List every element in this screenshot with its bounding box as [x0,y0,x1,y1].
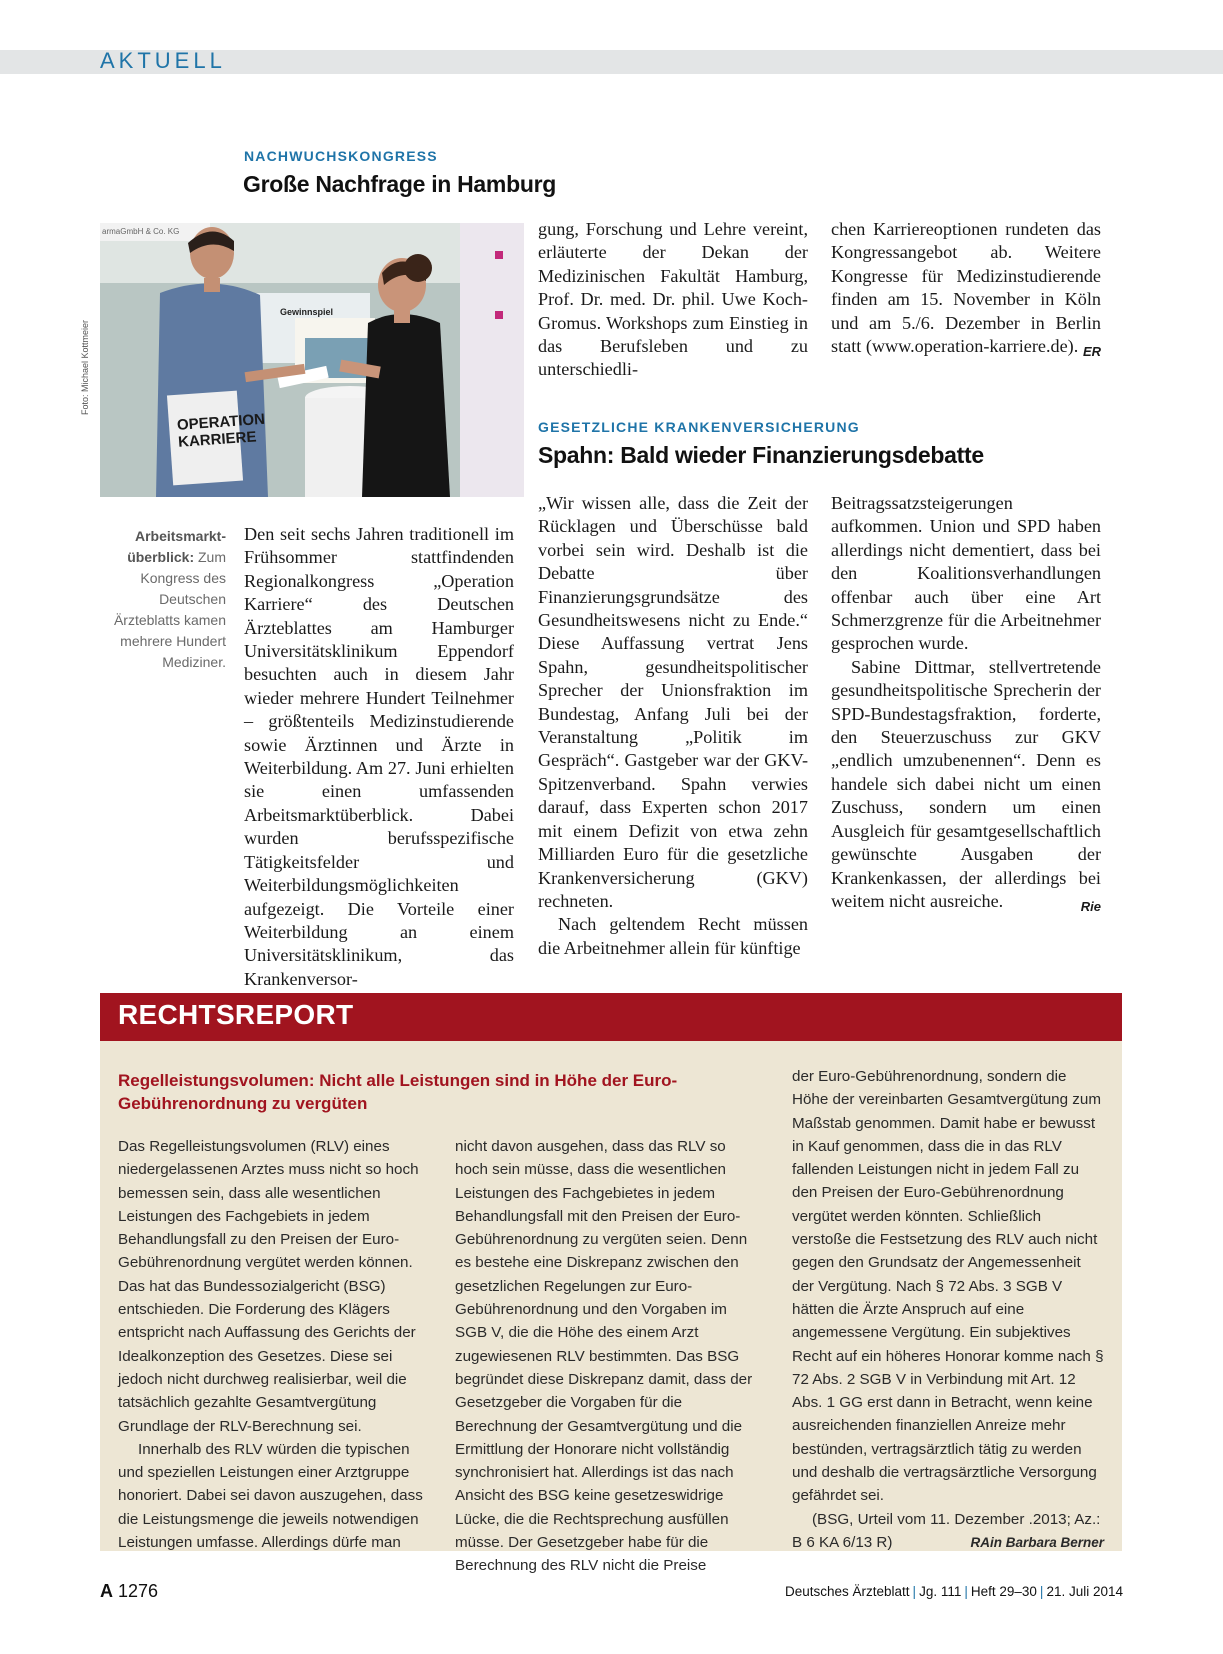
rechtsreport-signature: RAin Barbara Berner [970,1534,1104,1550]
article2-col2-p1: Beitragssatzsteigerungen aufkommen. Union und SPD haben allerdings nicht dementiert, dass bei den Koalitionsverhandlungen offenbar auch über eine Art Schmerzgrenze für die Arbeitnehmer gesprochen wurde. [831,493,1101,654]
rechtsreport-col3-p2: (BSG, Urteil vom 11. Dezember .2013; Az.: B 6 KA 6/13 R) [792,1510,1101,1551]
photo-sign-text: Gewinnspiel [280,307,334,317]
footer-volume: Jg. 111 [919,1584,962,1599]
photo-banner-text: armaGmbH & Co. KG [102,227,180,236]
article1-col2-text: gung, Forschung und Lehre vereint, erläuterte der Dekan der Medizinischen Fakultät Hamburg, Prof. Dr. med. Dr. phil. Uwe Koch-Gromus. Workshops zum Einstieg in das Berufsleben und zu unterschiedli- [538,219,808,380]
article1-col1-text: Den seit sechs Jahren traditionell im Frühsommer stattfindenden Regionalkongress „Operation Karriere“ des Deutschen Ärzteblattes am Hamburger Universitätsklinikum Eppendorf besuchten auch in diesem Jahr wieder mehrere Hundert Teilnehmer – größtenteils Medizinstudierende sowie Ärztinnen und Ärzte in Weiterbildung. Am 27. Juni erhielten sie einen umfassenden Arbeitsmarktüberblick. Dabei wurden berufsspezifische Tätigkeitsfelder und Weiterbildungsmöglichkeiten aufgezeigt. Die Vorteile einer Weiterbildung an einem Universitätsklinikum, das Krankenversor- [244,524,514,989]
photo-bag-text-2: KARRIERE [177,428,257,451]
article2-signature: Rie [1080,898,1101,914]
rechtsreport-col1-p1: Das Regelleistungsvolumen (RLV) eines niedergelassenen Arztes muss nicht so hoch bemessen sein, dass alle wesentlichen Leistungen des Fachgebiets in jedem Behandlungsfall zu den Preisen der Euro-Gebührenordnung vergütet werden können. Das hat das Bundessozialgericht (BSG) entschieden. Die Forderung des Klägers entspricht nach Auffassung des Gerichts der Idealkonzeption des Gesetzes. Diese sei jedoch nicht durchweg realisierbar, weil die tatsächlich gezahlte Gesamtvergütung Grundlage der RLV-Berechnung sei. [118,1138,419,1435]
section-label: AKTUELL [100,48,226,73]
article2-column-1 [538,492,808,960]
article2-col1-p1: „Wir wissen alle, dass die Zeit der Rücklagen und Überschüsse bald vorbei sein wird. Deshalb ist die Debatte über Finanzierungsgrundsätze des Gesundheitswesens nicht zu Ende.“ Diese Auffassung vertrat Jens Spahn, gesundheitspolitischer Sprecher der Unionsfraktion im Bundestag, Anfang Juli bei der Veranstaltung „Politik im Gespräch“. Gastgeber war der GKV-Spitzenverband. Spahn verwies darauf, dass Experten schon 2017 mit einem Defizit von etwa zehn Milliarden Euro für die gesetzliche Krankenversicherung (GKV) rechneten. [538,493,808,911]
article1-kicker: NACHWUCHSKONGRESS [244,148,438,164]
rechtsreport-headline: Regelleistungsvolumen: Nicht alle Leistungen sind in Höhe der Euro-Gebührenordnung zu vergüten [118,1071,678,1113]
rechtsreport-column-3 [792,1065,1104,1554]
article2-col1-p2: Nach geltendem Recht müssen die Arbeitnehmer allein für künftige [538,914,808,958]
photo-caption [100,526,226,673]
article2-col2-p2: Sabine Dittmar, stellvertretende gesundheitspolitische Sprecherin der SPD-Bundestagsfraktion, forderte, den Steuerzuschuss zur GKV „endlich umzubenennen“. Denn es handele sich dabei nicht um einen Zuschuss, sondern um einen Ausgleich für gesamtgesellschaftlich gewünschte Ausgaben der Krankenkassen, der allerdings bei weitem nicht ausreiche. [831,656,1101,911]
rechtsreport-col3-p1: der Euro-Gebührenordnung, sondern die Höhe der vereinbarten Gesamtvergütung zum Maßstab genommen. Damit habe er bewusst in Kauf genommen, dass die in das RLV fallenden Leistungen nicht in jedem Fall zu den Preisen der Euro-Gebührenordnung vergütet werden könnten. Schließlich verstoße die Festsetzung des RLV auch nicht gegen den Grundsatz der Angemessenheit der Vergütung. Nach § 72 Abs. 3 SGB V hätten die Ärzte Anspruch auf eine angemessene Vergütung. Ein subjektives Recht auf ein höheres Honorar komme nach § 72 Abs. 2 SGB V in Verbindung mit Art. 12 Abs. 1 GG erst dann in Betracht, wenn keine ausreichenden finanziellen Anreize mehr bestünden, vertragsärztlich tätig zu werden und deshalb die vertragsärztliche Versorgung gefährdet sei. [792,1068,1104,1505]
photo-credit: Foto: Michael Kottmeier [80,319,90,415]
rechtsreport-column-1 [118,1135,424,1554]
footer-journal: Deutsches Ärzteblatt [784,1584,910,1599]
caption-bold: Arbeitsmarkt-überblick: [127,528,226,565]
page-prefix: A [100,1581,113,1601]
article1-column-3 [831,218,1101,363]
rechtsreport-column-2 [455,1135,761,1578]
caption-text: Zum Kongress des Deutschen Ärzteblatts kamen mehrere Hundert Mediziner. [113,549,226,670]
footer-date: 21. Juli 2014 [1046,1584,1123,1599]
page-number-value: 1276 [118,1581,159,1601]
article1-column-2 [538,218,808,382]
article2-kicker: GESETZLICHE KRANKENVERSICHERUNG [538,419,860,435]
rechtsreport-col2-text: nicht davon ausgehen, dass das RLV so hoch sein müsse, dass die wesentlichen Leistungen des Fachgebietes in jedem Behandlungsfall mit den Preisen der Euro-Gebührenordnung zu vergüten seien. Denn es bestehe eine Diskrepanz zwischen den gesetzlichen Regelungen zur Euro-Gebührenordnung und den Vorgaben im SGB V, die die Höhe des einem Arzt zugewiesenen RLV bestimmten. Das BSG begründet diese Diskrepanz damit, dass der Gesetzgeber die Vorgaben für die Berechnung der Gesamtvergütung und die Ermittlung der Honorare nicht vollständig synchronisiert hat. Allerdings ist das nach Ansicht des BSG keine gesetzeswidrige Lücke, die die Rechtsprechung ausfüllen müsse. Der Gesetzgeber habe für die Berechnung des RLV nicht die Preise [455,1138,753,1575]
article1-column-1 [244,523,514,991]
page-number [100,1581,158,1602]
article1-headline: Große Nachfrage in Hamburg [243,171,556,197]
article2-column-2 [831,492,1101,918]
photo-bag-text-1: OPERATION [176,410,266,434]
article2-headline: Spahn: Bald wieder Finanzierungsdebatte [538,442,984,468]
article1-signature: ER [1082,344,1101,360]
rechtsreport-col1-p2: Innerhalb des RLV würden die typischen und speziellen Leistungen einer Arztgruppe honoriert. Dabei sei davon auszugehen, dass die Leistungsmenge die jeweils notwendigen Leistungen umfasse. Allerdings dürfe man [118,1440,423,1552]
rechtsreport-title: RECHTSREPORT [118,999,354,1030]
footer-info: Deutsches Ärzteblatt | Jg. 111 | Heft 29–30 | 21. Juli 2014 [784,1584,1123,1599]
footer-issue: Heft 29–30 [970,1584,1037,1599]
article1-col3-text: chen Karriereoptionen rundeten das Kongressangebot ab. Weitere Kongresse für Medizinstudierende finden am 15. November in Köln und am 5./6. Dezember in Berlin statt (www.operation-karriere.de). [831,219,1101,357]
article1-photo [100,223,524,497]
